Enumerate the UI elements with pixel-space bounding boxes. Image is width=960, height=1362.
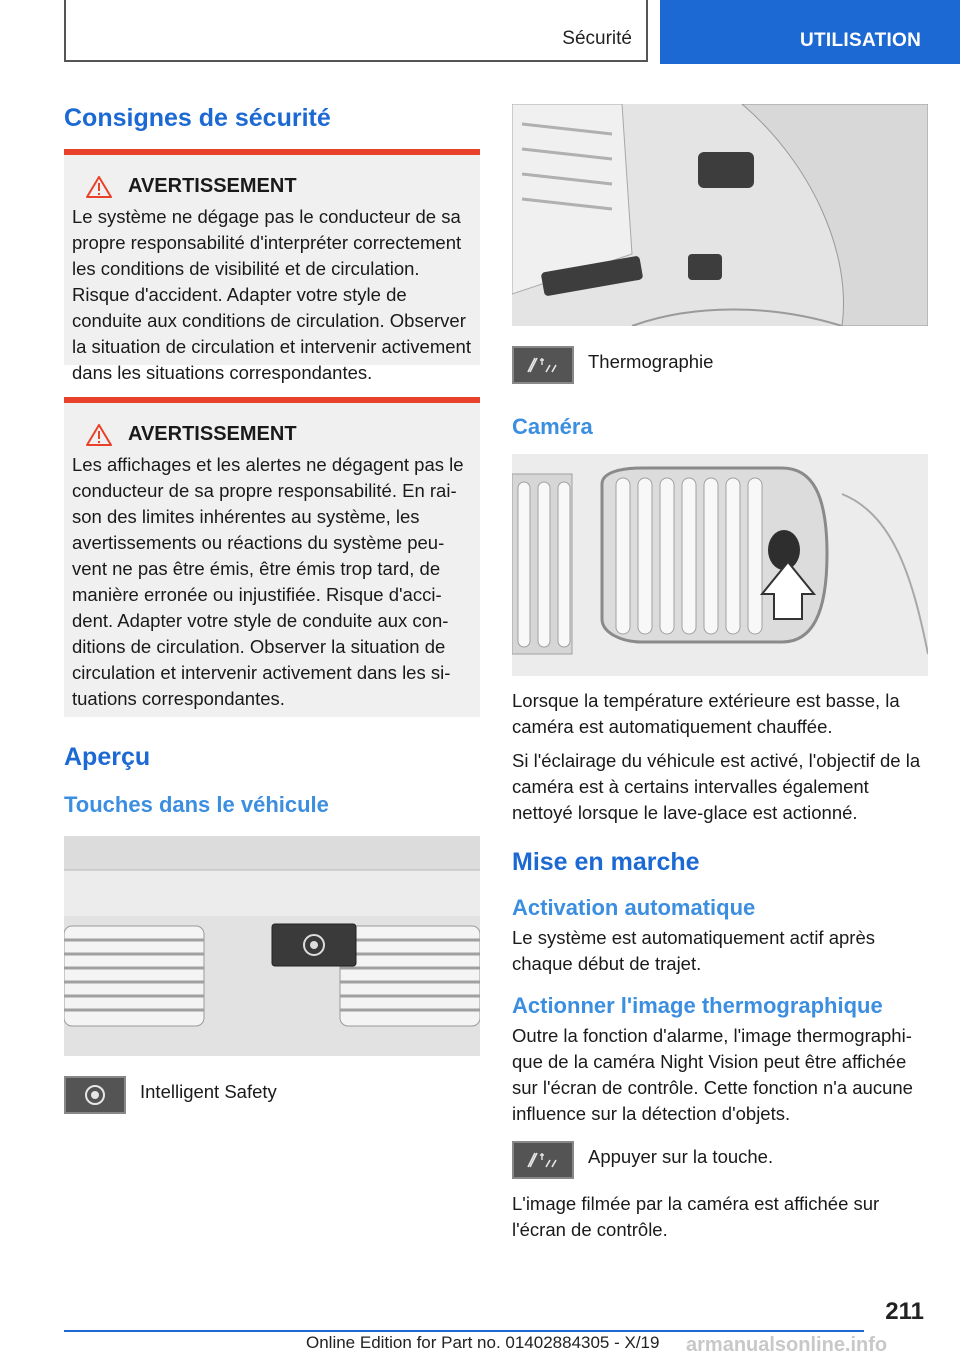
- header-chapter-tab[interactable]: [660, 0, 960, 64]
- warning-label: AVERTISSEMENT: [128, 175, 297, 197]
- intelligent-safety-icon: [83, 1083, 107, 1107]
- dashboard-illustration: [64, 836, 480, 1056]
- warning-text: Les affichages et les alertes ne dégagent pas le conducteur de sa propre responsabilité. En raison des limites inhérentes au système, les avertissements ou réactions du système peuvent ne pas être émis, être émis trop tard, de manière erronée ou injustifiée. Risque d'accident. Adapter votre style de conduite aux conditions de circulation. Observer la situation de circulation et intervenir activement dans les situations correspondantes.: [72, 454, 464, 709]
- camera-paragraph-1: Lorsque la température extérieure est basse, la caméra est automatiquement chauffée.: [512, 690, 900, 737]
- thermography-icon: [526, 1150, 560, 1170]
- buttons-heading: Touches dans le véhicule: [64, 792, 329, 817]
- thermography-button[interactable]: [512, 1141, 574, 1179]
- grille-photo: [512, 454, 928, 676]
- thermography-icon: [526, 355, 560, 375]
- auto-paragraph: Le système est automatiquement actif après chaque début de trajet.: [512, 927, 875, 974]
- button-caption: Appuyer sur la touche.: [588, 1146, 774, 1167]
- dashboard-photo: [64, 836, 480, 1056]
- page-title: Consignes de sécurité: [64, 104, 331, 132]
- warning-box: [64, 149, 480, 383]
- auto-heading: Activation automatique: [512, 895, 756, 920]
- footer-divider: [64, 1330, 864, 1332]
- warning-triangle-icon: [86, 424, 112, 446]
- warning-heading: [86, 423, 472, 446]
- steering-illustration: [512, 104, 928, 326]
- warning-text: Le système ne dégage pas le conducteur de sa propre responsabilité d'interpréter correctement les conditions de visibilité et de circulation. Risque d'accident. Adapter votre style de conduite aux conditions de circulation. Observer la situation de circulation et intervenir activement dans les situations correspondantes.: [72, 206, 471, 383]
- left-column: [64, 104, 480, 1114]
- overview-heading: Aperçu: [64, 743, 151, 771]
- right-column: [512, 104, 928, 1243]
- button-caption: Intelligent Safety: [140, 1081, 277, 1102]
- warning-box: [64, 397, 480, 717]
- grille-illustration: [512, 454, 928, 676]
- camera-heading: Caméra: [512, 414, 593, 439]
- header-chapter-label: UTILISATION: [800, 30, 922, 51]
- warning-triangle-icon: [86, 176, 112, 198]
- button-legend-row: [64, 1076, 480, 1114]
- intelligent-safety-button[interactable]: [64, 1076, 126, 1114]
- thermo-paragraph: Outre la fonction d'alarme, l'image thermographique de la caméra Night Vision peut être affichée sur l'écran de contrôle. Cette fonction n'a aucune influence sur la détection d'objets.: [512, 1025, 913, 1124]
- header-section-box: [64, 0, 648, 62]
- button-caption: Thermographie: [588, 351, 714, 372]
- watermark: armanualsonline.info: [686, 1334, 888, 1356]
- warning-heading: [86, 175, 472, 198]
- warning-label: AVERTISSEMENT: [128, 423, 297, 445]
- thermo-heading: Actionner l'image thermographique: [512, 993, 883, 1018]
- button-legend-row: [512, 346, 928, 384]
- thermography-button[interactable]: [512, 346, 574, 384]
- final-paragraph: L'image filmée par la caméra est affichée sur l'écran de contrôle.: [512, 1193, 880, 1240]
- page-header: [0, 0, 960, 66]
- footer-edition: Online Edition for Part no. 01402884305 - X/19: [306, 1333, 660, 1352]
- header-section-title: Sécurité: [562, 28, 632, 49]
- camera-paragraph-2: Si l'éclairage du véhicule est activé, l'objectif de la caméra est à certains intervalles également nettoyé lorsque le lave-glace est actionné.: [512, 750, 921, 823]
- page-number: 211: [885, 1298, 924, 1325]
- steering-photo: [512, 104, 928, 326]
- start-heading: Mise en marche: [512, 848, 700, 876]
- button-legend-row: [512, 1141, 928, 1179]
